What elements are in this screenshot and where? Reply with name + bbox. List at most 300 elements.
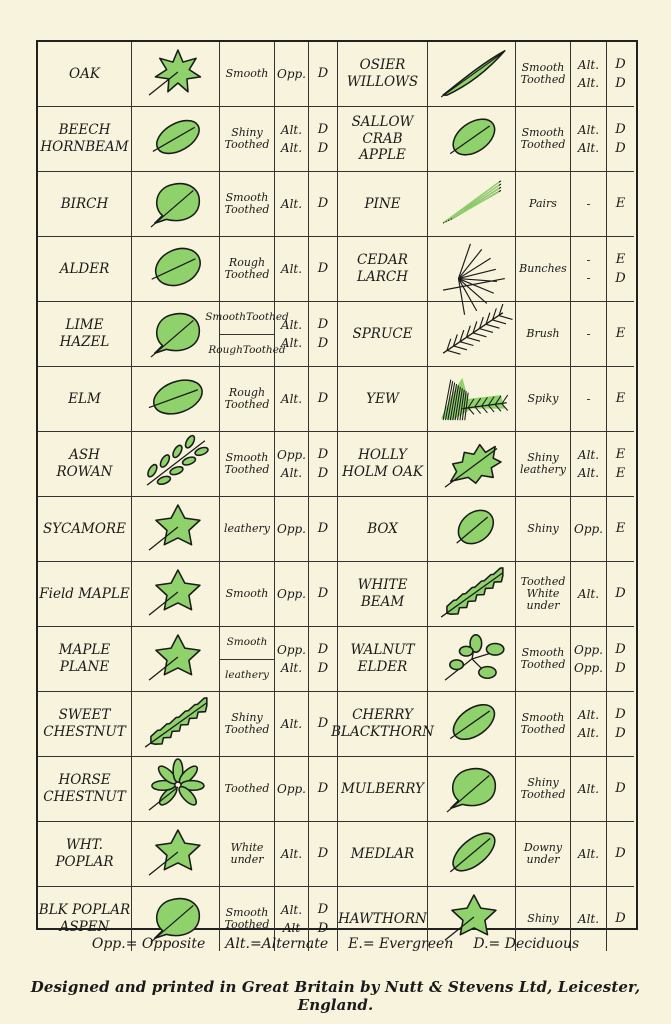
box-leaf-icon [433,500,511,558]
leaf-texture-cell [516,692,571,757]
leaf-texture-cell [220,367,275,432]
leaf-cell [132,757,220,822]
legend-entry: E.= Evergreen [348,936,454,952]
cell-text: Alt. [280,661,303,675]
leaf-cell [132,692,220,757]
cell-text: Downy [523,841,563,855]
cell-text: E [615,446,626,462]
cell-text: Toothed [224,203,270,216]
cell-text: D [615,911,626,927]
leaf-arrangement-cell [275,627,309,692]
leaf-texture-cell [205,302,289,367]
leaf-arrangement-cell [275,692,309,757]
cell-text: D [317,316,329,332]
cell-text: Toothed [246,311,289,324]
tree-name-cell [338,367,428,432]
cell-text: MAPLE [58,642,111,659]
tree-type-cell [309,302,338,367]
tree-type-cell [607,237,634,302]
cell-text: Opp. [276,67,306,81]
leaf-arrangement-cell [275,302,309,367]
cell-text: MULBERRY [341,780,424,797]
leaf-arrangement-cell [275,237,309,302]
leaf-texture-cell [516,822,571,887]
cell-text: Rough [228,256,266,270]
cell-text: Toothed [242,343,286,356]
lime-leaf-icon [137,305,215,363]
tree-name-cell [338,562,428,627]
oak-leaf-icon [137,45,215,103]
elm-leaf-icon [137,370,215,428]
leaf-cell [132,497,220,562]
leaf-texture-cell [516,302,571,367]
cell-text: CHESTNUT [43,789,126,805]
leaf-cell [428,627,516,692]
birch-leaf-icon [137,175,215,233]
leaf-texture-cell [220,497,275,562]
tree-name-cell [38,302,132,367]
cell-text: Alt. [280,123,303,137]
leaf-texture-cell [220,562,275,627]
leaf-texture-cell [516,562,571,627]
leaf-cell [428,107,516,172]
cell-text: E [615,466,626,481]
cell-text: D [615,56,626,72]
leaf-cell [132,822,220,887]
texture-part [220,627,274,660]
cell-text: Alt. [280,262,303,276]
cell-text: leathery [223,522,271,536]
cherry-leaf-icon [433,695,511,753]
cell-text: D [615,586,626,602]
tree-name-cell [338,822,428,887]
leaf-cell [428,692,516,757]
cell-text: Field MAPLE [39,585,130,602]
tree-type-cell [607,757,634,822]
leaf-arrangement-cell [571,822,607,887]
alder-leaf-icon [137,240,215,298]
cell-text: PLANE [59,659,110,675]
cell-text: Opp. [573,643,603,657]
leaf-arrangement-cell [571,627,607,692]
cell-text: E [615,196,626,212]
tree-leaf-chart [36,40,638,936]
cell-text: HORNBEAM [40,139,129,155]
tree-name-cell [38,562,132,627]
cell-text: OAK [69,65,100,82]
leaf-texture-cell [516,627,571,692]
cell-text: Bunches [519,262,567,276]
cell-text: Alt. [280,717,303,731]
cell-text: D [615,121,626,137]
cell-text: Toothed [520,73,566,86]
cell-text: Alt. [280,903,303,917]
cell-text: E [615,391,626,407]
cell-text: D [317,261,329,277]
leaf-cell [132,107,220,172]
cell-text: HORSE [58,772,111,789]
cell-text: ROWAN [56,464,113,480]
cell-text: BOX [367,520,398,537]
whitebeam-leaf-icon [433,565,511,623]
cell-text: D [615,641,626,657]
tree-name-cell [338,757,428,822]
cell-text: White [230,841,264,855]
cell-text: Alt. [577,587,600,601]
tree-type-cell [607,367,634,432]
cell-text: Toothed [520,138,566,151]
cell-text: Alt. [577,58,600,72]
leaf-cell [428,172,516,237]
cell-text: D [615,76,626,91]
cell-text: Toothed [224,918,270,931]
sallow-leaf-icon [433,110,511,168]
cell-text: Alt. [577,123,600,137]
cell-text: ALDER [59,260,110,277]
tree-name-cell [338,237,428,302]
cell-text: - [586,197,591,211]
pine-needles-icon [433,175,511,233]
cell-text: under [526,853,560,866]
tree-name-cell [338,497,428,562]
cell-text: under [526,598,560,612]
cell-text: OSIER [359,57,406,74]
tree-type-cell [607,432,634,497]
cell-text: Alt. [280,141,303,155]
cell-text: D [317,716,329,732]
cell-text: Alt. [280,847,303,861]
leaf-texture-cell [220,627,275,692]
tree-type-cell [309,107,338,172]
leaf-texture-cell [516,107,571,172]
cell-text: Alt. [577,726,600,740]
leaf-arrangement-cell [275,497,309,562]
cell-text: leathery [519,463,567,476]
cell-text: Rough [208,343,243,356]
cell-text: D [317,901,329,917]
leaf-arrangement-cell [571,172,607,237]
cell-text: Shiny [231,711,263,725]
cell-text: Rough [228,386,266,400]
leaf-arrangement-cell [275,562,309,627]
cell-text: HOLM OAK [342,464,423,480]
cell-text: Alt. [577,466,600,480]
cell-text: Toothed [520,788,566,801]
ash-leaf-icon [137,435,215,493]
cell-text: Alt. [577,141,600,155]
tree-type-cell [607,107,634,172]
white-poplar-leaf-icon [137,825,215,883]
cell-text: D [317,66,329,82]
cell-text: Alt. [280,336,303,350]
leaf-cell [428,42,516,107]
cell-text: CRAB APPLE [359,130,406,164]
cell-text: SYCAMORE [43,520,126,537]
medlar-leaf-icon [433,825,511,883]
cell-text: WILLOWS [346,74,419,90]
tree-name-cell [38,367,132,432]
cell-text: Alt [282,921,301,935]
cell-text: D [317,641,329,657]
cell-text: Toothed [224,723,270,736]
leaf-arrangement-cell [571,562,607,627]
cell-text: D [317,466,329,481]
cedar-needles-icon [433,240,511,298]
leaf-cell [428,562,516,627]
cell-text: Opp. [276,522,306,536]
leaf-arrangement-cell [275,172,309,237]
cell-text: WHT. POPLAR [55,837,114,870]
willow-leaf-icon [433,45,511,103]
legend-entry: Alt.=Alternate [225,936,329,952]
field-maple-leaf-icon [137,565,215,623]
cell-text: SALLOW [351,113,414,130]
cell-text: Opp. [276,587,306,601]
cell-text: Smooth [225,587,269,601]
leaf-cell [132,42,220,107]
leaf-arrangement-cell [571,497,607,562]
cell-text: YEW [366,390,399,407]
leaf-texture-cell [220,432,275,497]
leaf-texture-cell [516,497,571,562]
cell-text: ELM [68,390,101,407]
footer-credit: Designed and printed in Great Britain by Nutt & Stevens Ltd, Leicester, England. [30,978,641,1014]
tree-type-cell [309,172,338,237]
tree-name-cell [338,627,428,692]
cell-text: BLK POPLAR [38,902,131,919]
cell-text: BIRCH [60,195,109,212]
leaf-cell [132,367,220,432]
cell-text: D [317,336,329,351]
leaf-cell [132,432,220,497]
walnut-leaf-icon [433,630,511,688]
cell-text: - [586,392,591,406]
cell-text: Smooth [521,61,565,75]
leaf-texture-cell [220,757,275,822]
tree-type-cell [309,627,338,692]
leaf-texture-cell [220,107,275,172]
tree-name-cell [338,42,428,107]
cell-text: D [317,141,329,156]
cell-text: Alt. [577,708,600,722]
cell-text: Alt. [577,847,600,861]
cell-text: LIME [65,317,104,334]
cell-text: PINE [364,195,401,212]
cell-text: D [317,781,329,797]
cell-text: D [615,726,626,741]
tree-name-cell [338,172,428,237]
cell-text: Spiky [527,392,559,406]
cell-text: Shiny [527,776,559,790]
cell-text: Toothed [224,138,270,151]
leaf-cell [132,237,220,302]
cell-text: WALNUT [350,642,415,659]
cell-text: Alt. [577,912,600,926]
leaf-arrangement-cell [571,302,607,367]
leaf-cell [428,367,516,432]
cell-text: Shiny [527,522,559,536]
tree-type-cell [309,822,338,887]
tree-type-cell [607,172,634,237]
leaf-arrangement-cell [275,432,309,497]
leaf-texture-cell [516,757,571,822]
cell-text: E [615,521,626,537]
cell-text: D [317,846,329,862]
cell-text: Smooth [225,67,269,81]
cell-text: D [317,446,329,462]
horse-chestnut-leaf-icon [137,760,215,818]
cell-text: LARCH [357,269,408,285]
tree-name-cell [38,497,132,562]
cell-text: Shiny [527,451,559,465]
tree-type-cell [607,562,634,627]
tree-type-cell [607,42,634,107]
cell-text: Brush [526,327,560,341]
tree-type-cell [607,627,634,692]
leaf-texture-cell [516,42,571,107]
tree-name-cell [38,107,132,172]
tree-type-cell [309,432,338,497]
leaf-arrangement-cell [571,432,607,497]
leaf-arrangement-cell [275,822,309,887]
tree-type-cell [607,822,634,887]
tree-type-cell [309,42,338,107]
tree-type-cell [309,367,338,432]
cell-text: D [317,391,329,407]
cell-text: Opp. [276,643,306,657]
cell-text: HAZEL [59,334,110,350]
cell-text: Toothed [224,268,270,281]
cell-text: Toothed [520,575,566,589]
leaf-arrangement-cell [571,107,607,172]
tree-name-cell [38,42,132,107]
cell-text: Alt. [280,466,303,480]
texture-part [205,302,289,335]
cell-text: BEECH [58,122,111,139]
cell-text: Opp. [573,522,603,536]
leaf-cell [428,432,516,497]
leaf-texture-cell [516,237,571,302]
cell-text: CHERRY [352,707,413,724]
leaf-arrangement-cell [275,367,309,432]
leaf-arrangement-cell [571,757,607,822]
leaf-texture-cell [220,42,275,107]
mulberry-leaf-icon [433,760,511,818]
cell-text: D [615,141,626,156]
legend-entry: D.= Deciduous [473,936,580,952]
cell-text: Pairs [529,197,557,211]
cell-text: Shiny [527,912,559,926]
cell-text: - [586,271,591,285]
cell-text: White [526,587,560,601]
spruce-needles-icon [433,305,511,363]
cell-text: ELDER [357,659,408,675]
cell-text: E [615,326,626,342]
leaf-cell [132,172,220,237]
leaf-texture-cell [220,172,275,237]
cell-text: - [586,253,591,267]
cell-text: Toothed [224,398,270,411]
cell-text: Alt. [577,448,600,462]
tree-name-cell [38,172,132,237]
cell-text: D [615,706,626,722]
tree-type-cell [309,237,338,302]
cell-text: D [317,196,329,212]
tree-name-cell [38,692,132,757]
cell-text: D [615,781,626,797]
tree-name-cell [338,302,428,367]
leaf-cell [428,822,516,887]
cell-text: ASH [69,447,100,464]
tree-type-cell [309,497,338,562]
cell-text: Smooth [225,906,269,920]
cell-text: CEDAR [357,252,408,269]
cell-text: Alt. [280,392,303,406]
cell-text: D [317,921,329,936]
cell-text: Smooth [521,126,565,140]
tree-name-cell [38,757,132,822]
beech-leaf-icon [137,110,215,168]
cell-text: Toothed [520,723,566,736]
tree-type-cell [309,562,338,627]
cell-text: MEDLAR [350,845,415,862]
leaf-texture-cell [516,432,571,497]
leaf-cell [132,627,220,692]
leaf-arrangement-cell [275,42,309,107]
yew-needles-icon [433,370,511,428]
tree-name-cell [338,432,428,497]
cell-text: D [615,661,626,676]
leaf-texture-cell [220,822,275,887]
leaf-arrangement-cell [571,42,607,107]
leaf-cell [428,237,516,302]
cell-text: BLACKTHORN [331,724,434,740]
cell-text: D [615,271,626,286]
cell-text: Alt. [280,197,303,211]
tree-type-cell [607,692,634,757]
tree-name-cell [331,692,434,757]
plane-leaf-icon [137,630,215,688]
tree-type-cell [309,757,338,822]
cell-text: Smooth [225,451,269,465]
texture-part [208,335,286,367]
cell-text: Alt. [577,76,600,90]
leaf-cell [428,757,516,822]
cell-text: Toothed [224,782,270,796]
leaf-texture-cell [220,692,275,757]
cell-text: Opp. [573,661,603,675]
sweet-chestnut-leaf-icon [137,695,215,753]
sycamore-leaf-icon [137,500,215,558]
tree-type-cell [607,302,634,367]
tree-name-cell [38,822,132,887]
leaf-cell [132,562,220,627]
tree-name-cell [38,432,132,497]
leaf-arrangement-cell [571,692,607,757]
leaf-texture-cell [516,172,571,237]
cell-text: SPRUCE [352,325,413,342]
leaf-texture-cell [220,237,275,302]
cell-text: Alt. [280,318,303,332]
tree-name-cell [338,107,428,172]
chart-grid [38,42,636,936]
cell-text: D [615,846,626,862]
tree-name-cell [38,627,132,692]
cell-text: D [317,121,329,137]
leaf-cell [428,302,516,367]
cell-text: WHITE BEAM [357,577,408,610]
cell-text: - [586,327,591,341]
